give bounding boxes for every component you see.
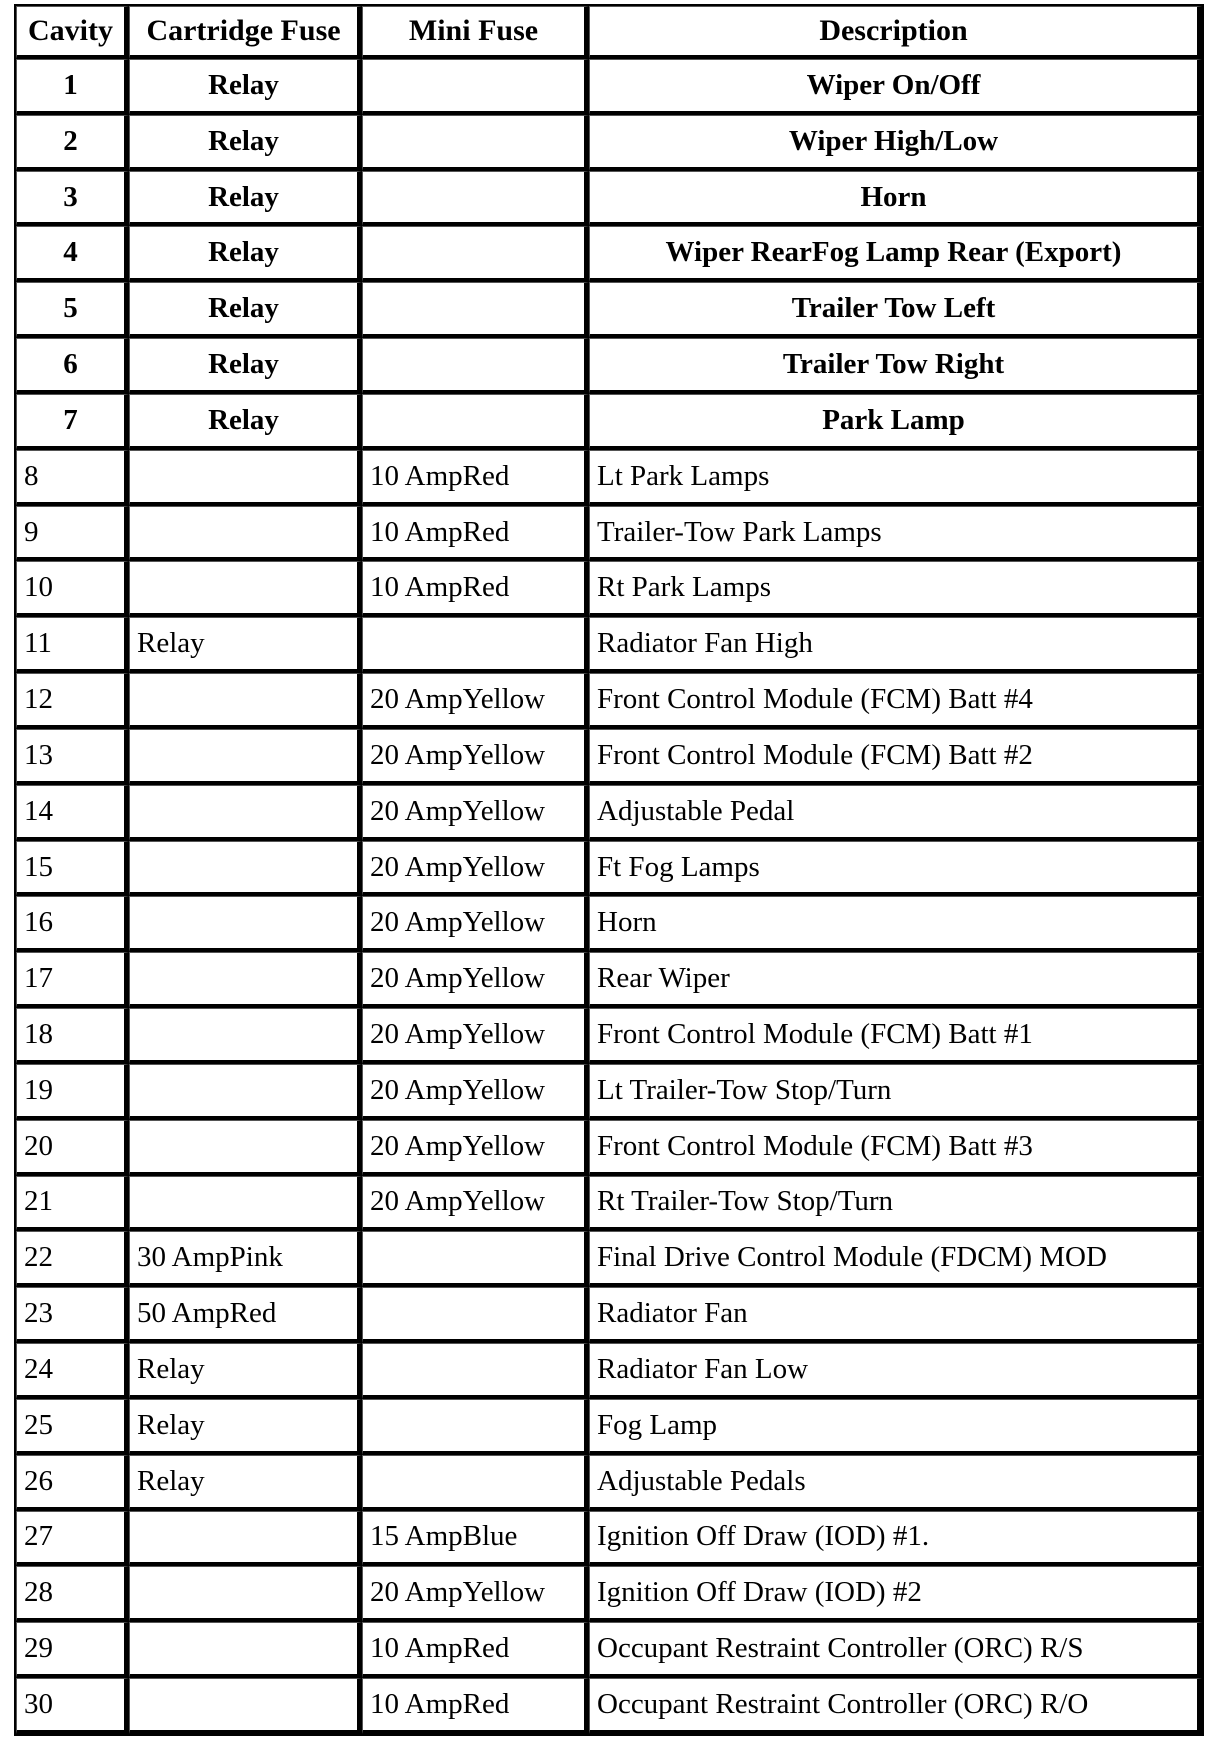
cartridge-fuse-cell: Relay: [129, 617, 362, 673]
cartridge-fuse-cell: 50 AmpRed: [129, 1287, 362, 1343]
description-cell: Lt Park Lamps: [589, 450, 1202, 506]
cavity-cell: 9: [16, 506, 129, 562]
table-row: [16, 952, 1202, 1008]
description-cell: Occupant Restraint Controller (ORC) R/S: [589, 1622, 1202, 1678]
table-row: [16, 1287, 1202, 1343]
mini-fuse-cell: 15 AmpBlue: [362, 1511, 589, 1567]
description-cell: Park Lamp: [589, 394, 1202, 450]
description-cell: Lt Trailer-Tow Stop/Turn: [589, 1064, 1202, 1120]
cavity-cell: 27: [16, 1511, 129, 1567]
table-row: [16, 450, 1202, 506]
cartridge-fuse-cell: [129, 896, 362, 952]
table-row: [16, 1008, 1202, 1064]
description-cell: Trailer Tow Left: [589, 282, 1202, 338]
table-row: [16, 841, 1202, 897]
cavity-cell: 10: [16, 561, 129, 617]
cartridge-fuse-cell: [129, 952, 362, 1008]
cavity-cell: 29: [16, 1622, 129, 1678]
description-cell: Radiator Fan: [589, 1287, 1202, 1343]
cavity-cell: 2: [16, 115, 129, 171]
table-row: [16, 506, 1202, 562]
description-cell: Front Control Module (FCM) Batt #4: [589, 673, 1202, 729]
cavity-cell: 26: [16, 1455, 129, 1511]
description-cell: Front Control Module (FCM) Batt #1: [589, 1008, 1202, 1064]
cartridge-fuse-cell: [129, 1511, 362, 1567]
cartridge-fuse-cell: 30 AmpPink: [129, 1231, 362, 1287]
description-cell: Horn: [589, 896, 1202, 952]
description-cell: Rear Wiper: [589, 952, 1202, 1008]
description-cell: Ft Fog Lamps: [589, 841, 1202, 897]
cavity-cell: 22: [16, 1231, 129, 1287]
mini-fuse-cell: 20 AmpYellow: [362, 1566, 589, 1622]
cavity-cell: 28: [16, 1566, 129, 1622]
header-mini-fuse: Mini Fuse: [362, 6, 589, 59]
table-row: [16, 226, 1202, 282]
cavity-cell: 30: [16, 1678, 129, 1734]
cartridge-fuse-cell: [129, 1176, 362, 1232]
cartridge-fuse-cell: Relay: [129, 1343, 362, 1399]
mini-fuse-cell: [362, 617, 589, 673]
cavity-cell: 8: [16, 450, 129, 506]
mini-fuse-cell: 20 AmpYellow: [362, 952, 589, 1008]
mini-fuse-cell: [362, 394, 589, 450]
description-cell: Adjustable Pedals: [589, 1455, 1202, 1511]
mini-fuse-cell: [362, 115, 589, 171]
cartridge-fuse-cell: Relay: [129, 115, 362, 171]
table-row: [16, 1176, 1202, 1232]
description-cell: Radiator Fan Low: [589, 1343, 1202, 1399]
mini-fuse-cell: 20 AmpYellow: [362, 673, 589, 729]
cartridge-fuse-cell: Relay: [129, 226, 362, 282]
description-cell: Radiator Fan High: [589, 617, 1202, 673]
description-cell: Wiper High/Low: [589, 115, 1202, 171]
mini-fuse-cell: 20 AmpYellow: [362, 785, 589, 841]
cavity-cell: 1: [16, 59, 129, 115]
cavity-cell: 13: [16, 729, 129, 785]
cavity-cell: 7: [16, 394, 129, 450]
mini-fuse-cell: [362, 171, 589, 227]
cavity-cell: 19: [16, 1064, 129, 1120]
cavity-cell: 4: [16, 226, 129, 282]
cartridge-fuse-cell: [129, 729, 362, 785]
description-cell: Front Control Module (FCM) Batt #3: [589, 1120, 1202, 1176]
table-row: [16, 59, 1202, 115]
table-row: [16, 115, 1202, 171]
cavity-cell: 11: [16, 617, 129, 673]
mini-fuse-cell: [362, 1343, 589, 1399]
table-body: [16, 59, 1202, 1734]
description-cell: Rt Trailer-Tow Stop/Turn: [589, 1176, 1202, 1232]
cavity-cell: 23: [16, 1287, 129, 1343]
mini-fuse-cell: 10 AmpRed: [362, 1622, 589, 1678]
fuse-cavity-table: [14, 4, 1204, 1736]
cavity-cell: 24: [16, 1343, 129, 1399]
cavity-cell: 21: [16, 1176, 129, 1232]
table-row: [16, 171, 1202, 227]
mini-fuse-cell: 20 AmpYellow: [362, 1176, 589, 1232]
mini-fuse-cell: 20 AmpYellow: [362, 1008, 589, 1064]
table-row: [16, 617, 1202, 673]
description-cell: Trailer Tow Right: [589, 338, 1202, 394]
mini-fuse-cell: [362, 1287, 589, 1343]
table-row: [16, 1399, 1202, 1455]
table-row: [16, 282, 1202, 338]
table-row: [16, 1678, 1202, 1734]
cartridge-fuse-cell: Relay: [129, 171, 362, 227]
cartridge-fuse-cell: [129, 1120, 362, 1176]
description-cell: Fog Lamp: [589, 1399, 1202, 1455]
table-row: [16, 1511, 1202, 1567]
table-row: [16, 1622, 1202, 1678]
cavity-cell: 25: [16, 1399, 129, 1455]
cartridge-fuse-cell: [129, 506, 362, 562]
cartridge-fuse-cell: [129, 1566, 362, 1622]
mini-fuse-cell: 20 AmpYellow: [362, 1064, 589, 1120]
cartridge-fuse-cell: [129, 1008, 362, 1064]
description-cell: Wiper RearFog Lamp Rear (Export): [589, 226, 1202, 282]
mini-fuse-cell: [362, 338, 589, 394]
mini-fuse-cell: [362, 59, 589, 115]
cavity-cell: 17: [16, 952, 129, 1008]
table-row: [16, 1343, 1202, 1399]
description-cell: Trailer-Tow Park Lamps: [589, 506, 1202, 562]
mini-fuse-cell: [362, 282, 589, 338]
cartridge-fuse-cell: [129, 1622, 362, 1678]
mini-fuse-cell: [362, 1455, 589, 1511]
cartridge-fuse-cell: Relay: [129, 1399, 362, 1455]
cavity-cell: 12: [16, 673, 129, 729]
cavity-cell: 15: [16, 841, 129, 897]
table-header-row: [16, 6, 1202, 59]
description-cell: Wiper On/Off: [589, 59, 1202, 115]
cavity-cell: 5: [16, 282, 129, 338]
table-row: [16, 673, 1202, 729]
mini-fuse-cell: 20 AmpYellow: [362, 896, 589, 952]
cartridge-fuse-cell: Relay: [129, 394, 362, 450]
mini-fuse-cell: 10 AmpRed: [362, 561, 589, 617]
description-cell: Adjustable Pedal: [589, 785, 1202, 841]
cartridge-fuse-cell: [129, 785, 362, 841]
table-row: [16, 1455, 1202, 1511]
cavity-cell: 20: [16, 1120, 129, 1176]
description-cell: Final Drive Control Module (FDCM) MOD: [589, 1231, 1202, 1287]
cartridge-fuse-cell: [129, 561, 362, 617]
cavity-cell: 3: [16, 171, 129, 227]
cavity-cell: 16: [16, 896, 129, 952]
description-cell: Front Control Module (FCM) Batt #2: [589, 729, 1202, 785]
mini-fuse-cell: 20 AmpYellow: [362, 841, 589, 897]
cartridge-fuse-cell: [129, 841, 362, 897]
table-row: [16, 1566, 1202, 1622]
description-cell: Ignition Off Draw (IOD) #2: [589, 1566, 1202, 1622]
cavity-cell: 18: [16, 1008, 129, 1064]
mini-fuse-cell: 10 AmpRed: [362, 450, 589, 506]
mini-fuse-cell: 20 AmpYellow: [362, 729, 589, 785]
description-cell: Horn: [589, 171, 1202, 227]
header-cartridge-fuse: Cartridge Fuse: [129, 6, 362, 59]
cavity-cell: 14: [16, 785, 129, 841]
table-row: [16, 729, 1202, 785]
cartridge-fuse-cell: [129, 1678, 362, 1734]
mini-fuse-cell: 10 AmpRed: [362, 1678, 589, 1734]
table-row: [16, 1120, 1202, 1176]
cartridge-fuse-cell: Relay: [129, 338, 362, 394]
mini-fuse-cell: [362, 1399, 589, 1455]
cavity-cell: 6: [16, 338, 129, 394]
mini-fuse-cell: [362, 226, 589, 282]
mini-fuse-cell: 20 AmpYellow: [362, 1120, 589, 1176]
description-cell: Rt Park Lamps: [589, 561, 1202, 617]
table-row: [16, 338, 1202, 394]
table-row: [16, 785, 1202, 841]
header-description: Description: [589, 6, 1202, 59]
table-row: [16, 1231, 1202, 1287]
fuse-table-container: [14, 4, 1204, 1736]
cartridge-fuse-cell: Relay: [129, 282, 362, 338]
mini-fuse-cell: [362, 1231, 589, 1287]
cartridge-fuse-cell: Relay: [129, 59, 362, 115]
mini-fuse-cell: 10 AmpRed: [362, 506, 589, 562]
cartridge-fuse-cell: [129, 450, 362, 506]
table-row: [16, 1064, 1202, 1120]
cartridge-fuse-cell: [129, 1064, 362, 1120]
table-row: [16, 896, 1202, 952]
description-cell: Occupant Restraint Controller (ORC) R/O: [589, 1678, 1202, 1734]
header-cavity: Cavity: [16, 6, 129, 59]
description-cell: Ignition Off Draw (IOD) #1.: [589, 1511, 1202, 1567]
table-row: [16, 561, 1202, 617]
cartridge-fuse-cell: [129, 673, 362, 729]
cartridge-fuse-cell: Relay: [129, 1455, 362, 1511]
table-row: [16, 394, 1202, 450]
